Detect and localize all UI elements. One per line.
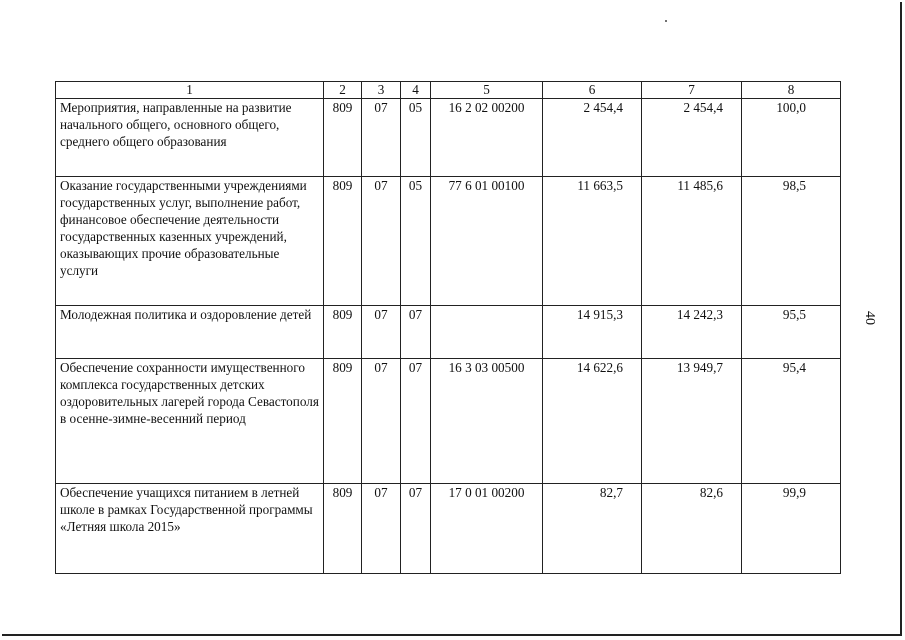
- header-col-4: 4: [401, 82, 431, 99]
- row-name: Оказание государственными учреждениями государственных услуг, выполнение работ, финансовое обеспечение деятельности государственных казенных учреждений, оказывающих прочие образовательные услуги: [56, 177, 324, 306]
- row-name: Мероприятия, направленные на развитие начального общего, основного общего, среднего общего образования: [56, 99, 324, 177]
- table-row: [56, 484, 841, 574]
- table-row: [56, 177, 841, 306]
- row-target-code: 16 2 02 00200: [431, 99, 543, 177]
- row-subsection-code: 05: [401, 99, 431, 177]
- table-row: [56, 359, 841, 484]
- row-section-code: 07: [362, 484, 401, 574]
- row-target-code: 16 3 03 00500: [431, 359, 543, 484]
- row-percent: 100,0: [742, 99, 841, 177]
- row-subsection-code: 05: [401, 177, 431, 306]
- row-percent: 95,5: [742, 306, 841, 359]
- header-col-7: 7: [642, 82, 742, 99]
- row-percent: 99,9: [742, 484, 841, 574]
- row-actual: 2 454,4: [642, 99, 742, 177]
- row-actual: 13 949,7: [642, 359, 742, 484]
- row-section-code: 07: [362, 177, 401, 306]
- header-col-1: 1: [56, 82, 324, 99]
- row-section-code: 07: [362, 99, 401, 177]
- row-planned: 2 454,4: [543, 99, 642, 177]
- row-target-code: 17 0 01 00200: [431, 484, 543, 574]
- table-row: [56, 306, 841, 359]
- row-ministry-code: 809: [324, 359, 362, 484]
- row-ministry-code: 809: [324, 484, 362, 574]
- row-planned: 14 622,6: [543, 359, 642, 484]
- row-target-code: [431, 306, 543, 359]
- row-target-code: 77 6 01 00100: [431, 177, 543, 306]
- row-section-code: 07: [362, 359, 401, 484]
- row-planned: 82,7: [543, 484, 642, 574]
- row-ministry-code: 809: [324, 306, 362, 359]
- header-col-8: 8: [742, 82, 841, 99]
- header-col-2: 2: [324, 82, 362, 99]
- row-percent: 98,5: [742, 177, 841, 306]
- row-actual: 14 242,3: [642, 306, 742, 359]
- page-number: 40: [862, 311, 877, 325]
- row-ministry-code: 809: [324, 177, 362, 306]
- row-subsection-code: 07: [401, 359, 431, 484]
- row-subsection-code: 07: [401, 306, 431, 359]
- budget-table: [55, 81, 841, 574]
- row-subsection-code: 07: [401, 484, 431, 574]
- scan-speck: [665, 20, 667, 22]
- row-name: Обеспечение учащихся питанием в летней школе в рамках Государственной программы «Летняя школа 2015»: [56, 484, 324, 574]
- table-row: [56, 99, 841, 177]
- header-col-3: 3: [362, 82, 401, 99]
- row-percent: 95,4: [742, 359, 841, 484]
- row-planned: 11 663,5: [543, 177, 642, 306]
- row-name: Молодежная политика и оздоровление детей: [56, 306, 324, 359]
- row-ministry-code: 809: [324, 99, 362, 177]
- header-col-5: 5: [431, 82, 543, 99]
- row-actual: 82,6: [642, 484, 742, 574]
- row-section-code: 07: [362, 306, 401, 359]
- row-actual: 11 485,6: [642, 177, 742, 306]
- header-col-6: 6: [543, 82, 642, 99]
- row-name: Обеспечение сохранности имущественного комплекса государственных детских оздоровительных лагерей города Севастополя в осенне-зимне-весенний период: [56, 359, 324, 484]
- row-planned: 14 915,3: [543, 306, 642, 359]
- header-row: [56, 82, 841, 99]
